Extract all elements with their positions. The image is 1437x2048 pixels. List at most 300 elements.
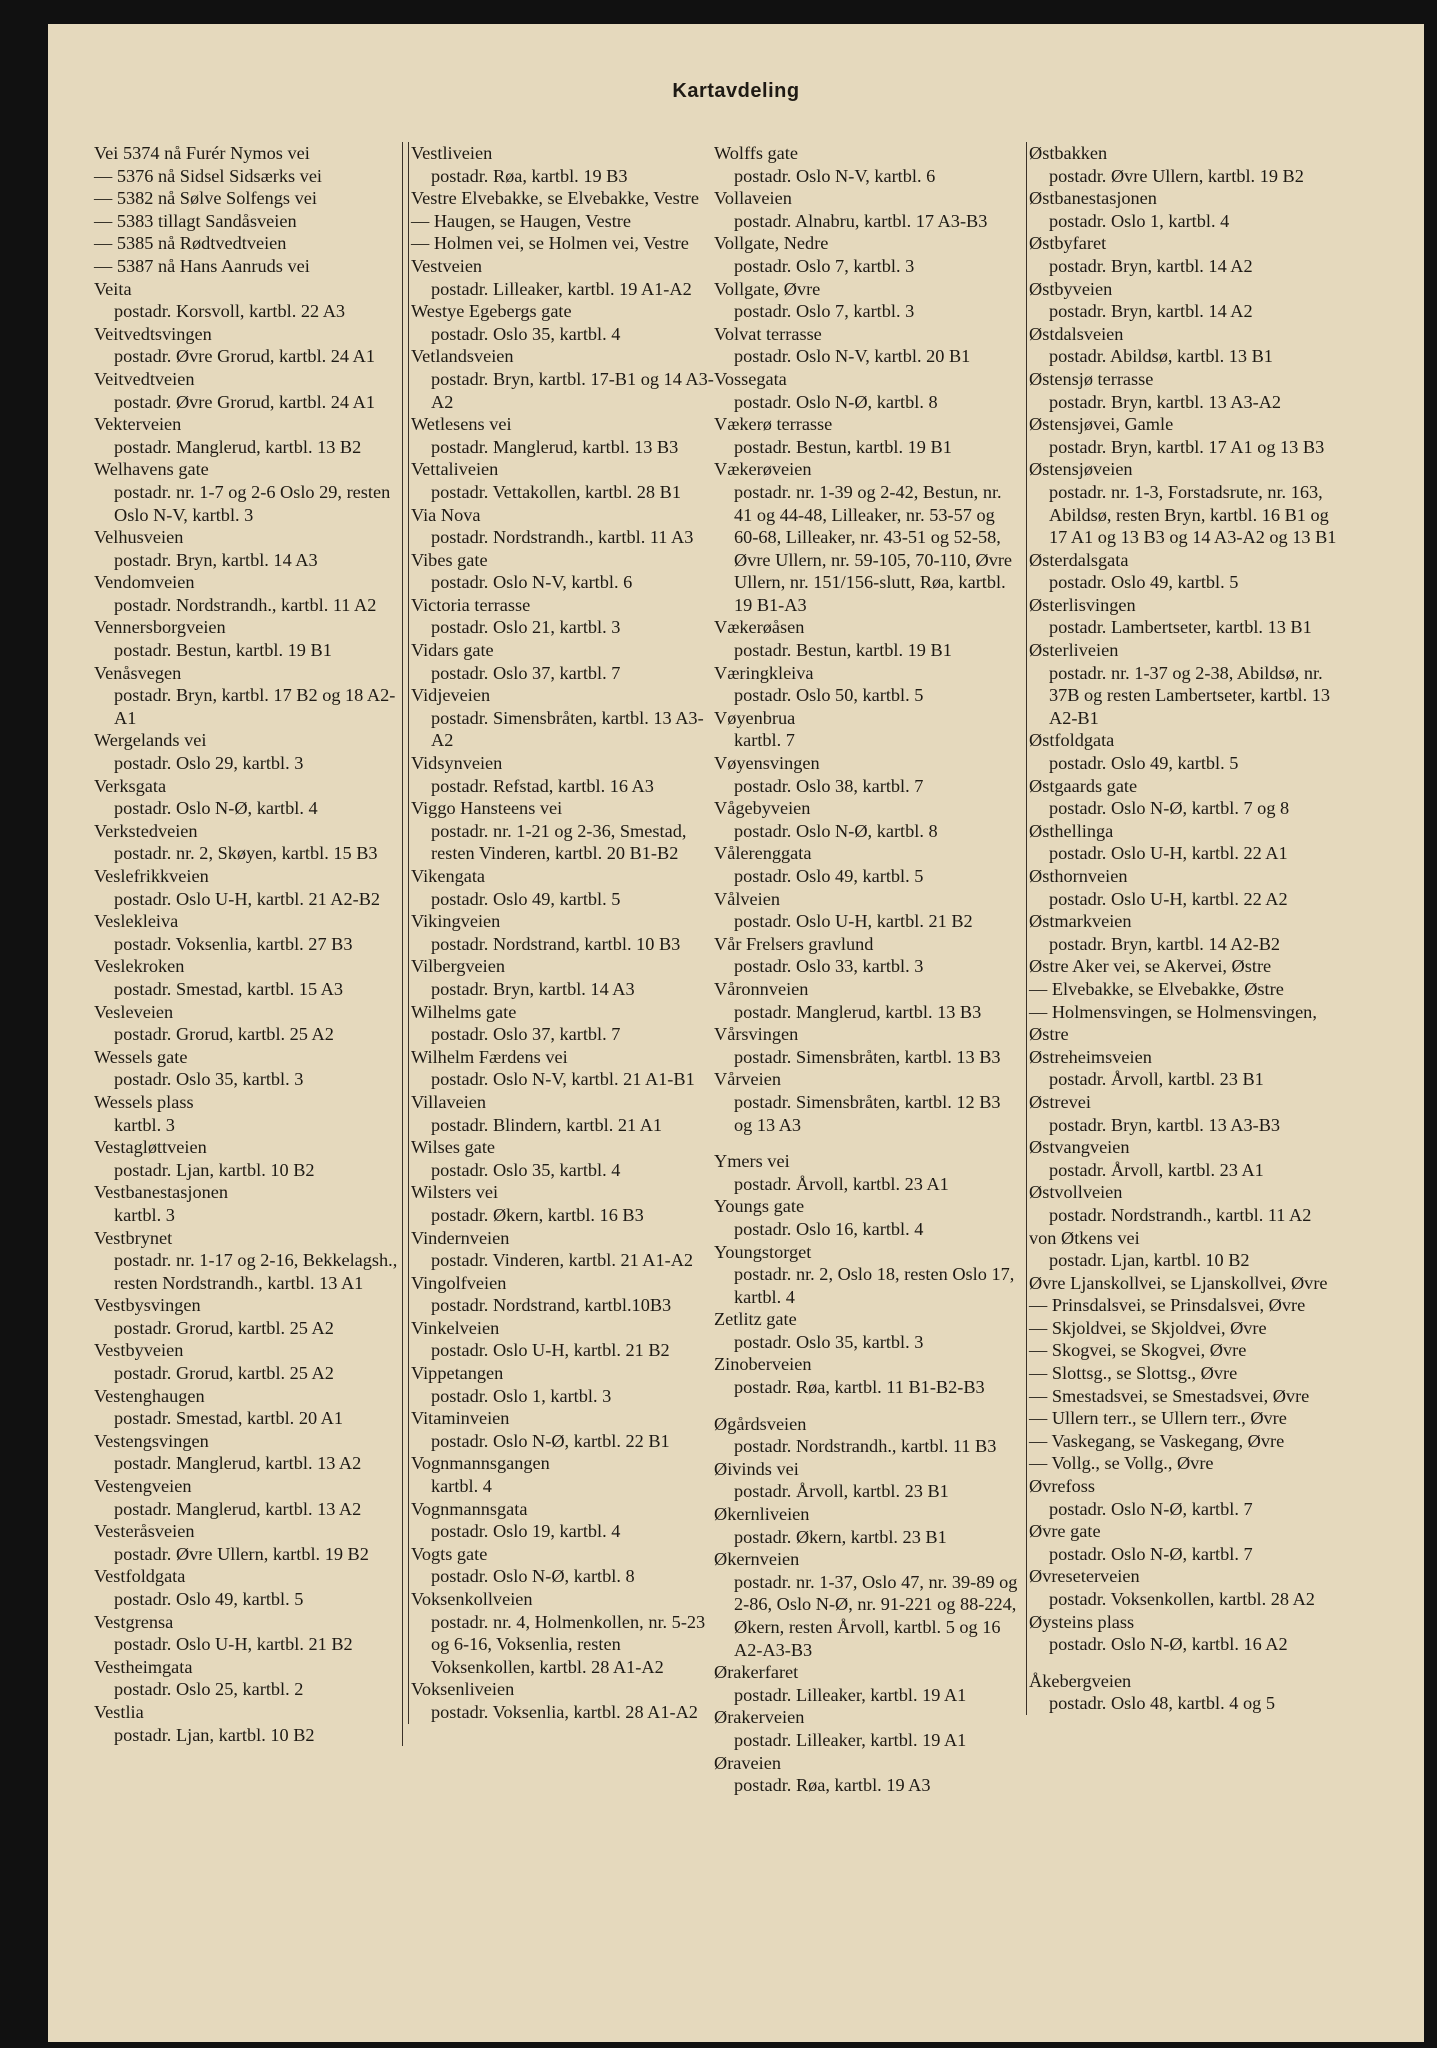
street-detail: postadr. Vettakollen, kartbl. 28 B1 [431,481,681,502]
street-entry [94,526,402,571]
street-name: Zinoberveien [714,1354,812,1375]
street-entry [94,910,402,955]
street-detail: postadr. Øvre Grorud, kartbl. 24 A1 [114,391,375,412]
street-name: Østgaards gate [1029,775,1138,796]
street-name: Østreheimsveien [1029,1046,1152,1067]
street-detail: postadr. Oslo 35, kartbl. 4 [431,1159,621,1180]
street-detail: postadr. Voksenlia, kartbl. 27 B3 [114,933,353,954]
street-entry [1029,910,1337,955]
street-entry [411,1498,719,1543]
street-name: Økernliveien [714,1504,810,1525]
street-entry [94,413,402,458]
street-entry [94,1046,402,1091]
street-entry [1029,1611,1337,1656]
street-entry [411,639,719,684]
street-detail: postadr. Oslo N-V, kartbl. 6 [431,572,633,593]
street-name: Vingolfveien [411,1272,507,1293]
street-detail: postadr. nr. 2, Skøyen, kartbl. 15 B3 [114,843,378,864]
street-name: Øvrefoss [1029,1476,1096,1497]
street-entry [1029,1294,1337,1317]
street-name: — 5385 nå Rødtvedtveien [94,233,287,254]
street-name: Vestbyveien [94,1340,184,1361]
street-detail: postadr. Bestun, kartbl. 19 B1 [734,640,952,661]
column-1 [94,142,403,1746]
street-entry [714,142,1022,187]
street-name: Ørakerveien [714,1707,805,1728]
street-name: — Ullern terr., se Ullern terr., Øvre [1029,1408,1287,1429]
street-entry [411,504,719,549]
street-detail: postadr. Alnabru, kartbl. 17 A3-B3 [734,210,988,231]
street-entry [1029,1385,1337,1408]
street-detail: postadr. Smestad, kartbl. 20 A1 [114,1408,344,1429]
street-entry [714,1706,1022,1751]
street-name: Wilsters vei [411,1182,499,1203]
street-entry [1029,142,1337,187]
street-name: Vestengveien [94,1476,192,1497]
street-entry [411,1136,719,1181]
street-detail: postadr. Årvoll, kartbl. 23 A1 [734,1173,949,1194]
street-name: Viggo Hansteens vei [411,798,563,819]
street-entry [94,571,402,616]
street-name: Vettaliveien [411,459,499,480]
street-entry [94,729,402,774]
street-detail: postadr. Økern, kartbl. 16 B3 [431,1204,644,1225]
street-name: — 5376 nå Sidsel Sidsærks vei [94,165,323,186]
street-detail: postadr. Oslo 37, kartbl. 7 [431,662,621,683]
street-detail: postadr. Manglerud, kartbl. 13 B3 [734,1001,982,1022]
street-entry [94,1611,402,1656]
street-entry [1029,1227,1337,1272]
street-name: Vestheimgata [94,1656,193,1677]
street-detail: postadr. Refstad, kartbl. 16 A3 [431,775,654,796]
street-name: Vestbanestasjonen [94,1182,229,1203]
street-detail: postadr. nr. 1-7 og 2-6 Oslo 29, resten Oslo N-V, kartbl. 3 [114,481,391,525]
street-entry [411,1362,719,1407]
street-name: Vogts gate [411,1543,488,1564]
street-detail: postadr. Manglerud, kartbl. 13 A2 [114,1453,362,1474]
street-name: — Holmensvingen, se Holmensvingen, Østre [1029,1001,1317,1045]
street-name: Velhusveien [94,527,184,548]
street-detail: postadr. nr. 1-21 og 2-36, Smestad, resten Vinderen, kartbl. 20 B1-B2 [431,820,687,864]
street-name: Vestenghaugen [94,1385,205,1406]
street-name: Østbanestasjonen [1029,188,1157,209]
street-entry [714,616,1022,661]
street-name: Øysteins plass [1029,1611,1135,1632]
street-detail: postadr. Bryn, kartbl. 14 A3 [114,549,318,570]
street-detail: postadr. Oslo 49, kartbl. 5 [734,866,924,886]
street-name: Øgårdsveien [714,1413,807,1434]
street-entry [1029,1091,1337,1136]
street-entry [411,955,719,1000]
street-detail: postadr. Oslo U-H, kartbl. 21 A2-B2 [114,888,381,909]
street-detail: postadr. Oslo 35, kartbl. 3 [734,1331,924,1352]
street-entry [94,323,402,368]
street-name: — Skogvei, se Skogvei, Øvre [1029,1340,1247,1361]
street-detail: postadr. Oslo U-H, kartbl. 22 A2 [1049,888,1288,909]
street-entry [714,933,1022,978]
street-entry [94,775,402,820]
street-name: Vesteråsveien [94,1521,195,1542]
street-entry [714,1503,1022,1548]
street-detail: postadr. Oslo 33, kartbl. 3 [734,956,924,977]
street-name: Veita [94,278,132,299]
street-name: Vestbysvingen [94,1295,201,1316]
street-entry [714,1353,1022,1398]
street-detail: postadr. nr. 1-17 og 2-16, Bekkelagsh., resten Nordstrandh., kartbl. 13 A1 [114,1250,398,1293]
street-detail: postadr. Lambertseter, kartbl. 13 B1 [1049,617,1312,638]
street-detail: postadr. Oslo 35, kartbl. 3 [114,1069,304,1090]
street-entry [1029,1001,1337,1046]
street-name: Vognmannsgata [411,1498,528,1519]
street-entry [411,255,719,300]
street-name: Venåsvegen [94,662,182,683]
street-name: Voksenliveien [411,1679,515,1700]
street-detail: postadr. Røa, kartbl. 19 B3 [431,165,628,186]
directory-page [48,24,1424,2042]
street-detail: postadr. Bryn, kartbl. 17-B1 og 14 A3-A2 [431,368,714,412]
street-name: Øvre Ljanskollvei, se Ljanskollvei, Øvre [1029,1272,1328,1293]
street-detail: postadr. Oslo N-Ø, kartbl. 8 [734,820,938,841]
street-detail: postadr. Bryn, kartbl. 13 A3-A2 [1049,391,1282,412]
street-entry [94,1385,402,1430]
street-name: Vår Frelsers gravlund [714,933,874,954]
street-name: Østre Aker vei, se Akervei, Østre [1029,956,1272,977]
street-name: Vestveien [411,255,483,276]
street-entry [94,1294,402,1339]
street-entry [1029,458,1337,548]
street-detail: postadr. Lilleaker, kartbl. 19 A1 [734,1684,967,1705]
street-detail: postadr. Oslo N-Ø, kartbl. 7 [1049,1498,1253,1519]
street-detail: postadr. Oslo 7, kartbl. 3 [734,301,915,322]
street-name: Vibes gate [411,549,488,570]
street-entry [411,232,719,255]
street-entry [1029,820,1337,865]
street-entry [714,368,1022,413]
street-detail: postadr. Manglerud, kartbl. 13 B3 [431,436,679,457]
street-name: Vækerøveien [714,459,812,480]
street-name: Østvollveien [1029,1182,1123,1203]
street-name: Wilhelm Færdens vei [411,1046,568,1067]
street-entry [714,413,1022,458]
street-name: — 5387 nå Hans Aanruds vei [94,255,310,276]
street-entry [94,1520,402,1565]
street-name: Østrevei [1029,1091,1091,1112]
street-entry [411,1091,719,1136]
street-detail: postadr. Blindern, kartbl. 21 A1 [431,1114,663,1135]
street-name: Vekterveien [94,414,182,435]
street-entry [411,865,719,910]
street-detail: postadr. nr. 4, Holmenkollen, nr. 5-23 og 6-16, Voksenlia, resten Voksenkollen, kartbl. 28 A1-A2 [431,1611,706,1677]
street-entry [714,1241,1022,1309]
street-name: Østerliveien [1029,640,1119,661]
street-entry [714,842,1022,887]
street-entry [94,1475,402,1520]
street-entry [411,752,719,797]
street-detail: postadr. Bryn, kartbl. 17 A1 og 13 B3 [1049,436,1325,457]
street-name: Via Nova [411,504,481,525]
column-3 [714,142,1022,1797]
street-detail: postadr. Oslo U-H, kartbl. 21 B2 [734,911,973,932]
street-detail: postadr. nr. 1-37, Oslo 47, nr. 39-89 og 2-86, Oslo N-Ø, nr. 91-221 og 88-224, Økern, resten Årvoll, kartbl. 5 og 16 A2-A3-B3 [734,1571,1018,1660]
street-entry [1029,1430,1337,1453]
street-detail: postadr. Grorud, kartbl. 25 A2 [114,1317,334,1338]
street-detail: postadr. Oslo 49, kartbl. 5 [114,1589,304,1609]
street-entry [1029,1136,1337,1181]
street-name: — Vaskegang, se Vaskegang, Øvre [1029,1430,1285,1451]
street-name: Ørakerfaret [714,1662,799,1683]
street-entry [94,458,402,526]
street-name: Vennersborgveien [94,617,226,638]
street-entry [411,210,719,233]
street-entry [1029,549,1337,594]
street-name: — Prinsdalsvei, se Prinsdalsvei, Øvre [1029,1295,1306,1316]
street-detail: postadr. Korsvoll, kartbl. 22 A3 [114,301,346,322]
street-detail: postadr. Manglerud, kartbl. 13 A2 [114,1498,362,1519]
street-entry [94,232,402,255]
street-name: Wessels plass [94,1091,194,1112]
street-detail: postadr. Voksenlia, kartbl. 28 A1-A2 [431,1701,698,1722]
street-name: Ymers vei [714,1151,790,1172]
street-name: — 5382 nå Sølve Solfengs vei [94,188,317,209]
street-name: Veitvedtveien [94,368,195,389]
street-detail: postadr. Oslo 25, kartbl. 2 [114,1679,304,1700]
column-2 [408,142,719,1724]
street-detail: postadr. Røa, kartbl. 19 A3 [734,1775,931,1796]
street-entry [411,300,719,345]
street-entry [411,1272,719,1317]
street-name: Vendomveien [94,572,195,593]
street-name: Østensjøvei, Gamle [1029,414,1174,435]
street-entry [94,165,402,188]
street-entry [1029,978,1337,1001]
street-entry [94,210,402,233]
street-entry [411,142,719,187]
street-name: — Elvebakke, se Elvebakke, Østre [1029,978,1284,999]
street-detail: postadr. Oslo 16, kartbl. 4 [734,1218,924,1239]
street-detail: postadr. Oslo 48, kartbl. 4 og 5 [1049,1693,1275,1714]
street-entry [94,1565,402,1610]
street-entry [94,255,402,278]
street-detail: postadr. Oslo 7, kartbl. 3 [734,255,915,276]
street-entry [411,594,719,639]
street-detail: postadr. Oslo N-Ø, kartbl. 22 B1 [431,1430,670,1451]
street-detail: postadr. Nordstrandh., kartbl. 11 A2 [114,594,377,615]
street-name: Vøyenbrua [714,707,796,728]
street-name: Østmarkveien [1029,911,1132,932]
street-detail: postadr. Oslo N-Ø, kartbl. 7 og 8 [1049,798,1290,819]
street-entry [411,1407,719,1452]
street-detail: postadr. Øvre Ullern, kartbl. 19 B2 [1049,165,1304,186]
street-entry [1029,232,1337,277]
street-entry [411,549,719,594]
street-detail: postadr. Simensbråten, kartbl. 12 B3 og 13 A3 [734,1091,1001,1135]
street-entry [1029,594,1337,639]
street-name: Vestagløttveien [94,1137,207,1158]
street-entry [1029,1670,1337,1715]
street-name: Veitvedtsvingen [94,323,212,344]
street-detail: postadr. Årvoll, kartbl. 23 A1 [1049,1159,1264,1180]
street-detail: postadr. Ljan, kartbl. 10 B2 [1049,1250,1250,1271]
street-entry [94,187,402,210]
street-name: Østbakken [1029,143,1108,163]
street-detail: kartbl. 3 [114,1114,175,1135]
street-name: Østerdalsgata [1029,549,1129,570]
street-name: — Skjoldvei, se Skjoldvei, Øvre [1029,1317,1267,1338]
street-entry [714,797,1022,842]
street-detail: postadr. Bryn, kartbl. 14 A2-B2 [1049,933,1281,954]
street-detail: postadr. Oslo 35, kartbl. 4 [431,323,621,344]
street-detail: postadr. Oslo 19, kartbl. 4 [431,1521,621,1542]
street-entry [411,1588,719,1678]
street-name: Wolffs gate [714,143,798,163]
street-entry [1029,1452,1337,1475]
street-detail: postadr. Oslo 49, kartbl. 5 [1049,753,1239,774]
street-name: Vei 5374 nå Furér Nymos vei [94,143,310,163]
street-detail: postadr. Lilleaker, kartbl. 19 A1-A2 [431,278,692,299]
street-name: — Smestadsvei, se Smestadsvei, Øvre [1029,1385,1310,1406]
street-name: Verksgata [94,775,167,796]
street-name: Zetlitz gate [714,1309,797,1330]
street-entry [411,345,719,413]
street-entry [94,278,402,323]
street-entry [94,1701,402,1746]
street-detail: postadr. Bryn, kartbl. 14 A3 [431,978,635,999]
street-detail: postadr. Simensbråten, kartbl. 13 A3-A2 [431,707,704,751]
street-detail: postadr. Oslo N-V, kartbl. 6 [734,165,936,186]
street-name: Villaveien [411,1091,487,1112]
street-name: Vestgrensa [94,1611,174,1632]
street-name: Østensjø terrasse [1029,368,1154,389]
street-detail: postadr. Ljan, kartbl. 10 B2 [114,1724,315,1745]
street-detail: postadr. Nordstrandh., kartbl. 11 A3 [431,527,694,548]
street-name: Veslekroken [94,956,185,977]
street-name: Vøyensvingen [714,753,820,774]
street-name: Vilbergveien [411,956,506,977]
street-name: Østdalsveien [1029,323,1124,344]
street-name: Wergelands vei [94,730,207,751]
street-name: Vindernveien [411,1227,510,1248]
street-entry [714,1068,1022,1136]
street-name: Vetlandsveien [411,346,514,367]
street-name: Welhavens gate [94,459,209,480]
street-entry [1029,187,1337,232]
street-entry [714,278,1022,323]
street-entry [1029,775,1337,820]
street-detail: postadr. Bestun, kartbl. 19 B1 [734,436,952,457]
street-entry [411,1001,719,1046]
street-name: Wilses gate [411,1137,496,1158]
street-entry [714,1413,1022,1458]
street-name: Økernveien [714,1549,800,1570]
street-name: Øraveien [714,1752,781,1773]
street-entry [1029,413,1337,458]
street-detail: postadr. Oslo N-Ø, kartbl. 8 [734,391,938,412]
street-detail: kartbl. 3 [114,1204,175,1225]
street-detail: kartbl. 7 [734,730,795,751]
street-name: Vestre Elvebakke, se Elvebakke, Vestre [411,188,699,209]
street-entry [1029,1407,1337,1430]
street-detail: postadr. Oslo 50, kartbl. 5 [734,685,924,706]
street-entry [411,1452,719,1497]
street-detail: postadr. Nordstrand, kartbl.10B3 [431,1295,672,1316]
street-name: Øivinds vei [714,1458,799,1479]
street-name: Åkebergveien [1029,1670,1132,1691]
street-entry [1029,1520,1337,1565]
street-entry [94,1656,402,1701]
street-detail: postadr. Simensbråten, kartbl. 13 B3 [734,1046,1001,1067]
street-entry [1029,278,1337,323]
street-detail: postadr. Vinderen, kartbl. 21 A1-A2 [431,1250,694,1271]
street-name: Victoria terrasse [411,594,531,615]
street-entry [94,865,402,910]
street-name: Voksenkollveien [411,1589,533,1609]
street-entry [1029,368,1337,413]
street-detail: postadr. Oslo 1, kartbl. 4 [1049,210,1230,231]
street-entry [1029,323,1337,368]
page-header: Kartavdeling [672,80,800,102]
street-entry [411,1227,719,1272]
street-name: Østbyfaret [1029,233,1107,254]
street-name: Vestbrynet [94,1227,173,1248]
street-name: Vollgate, Nedre [714,233,829,254]
street-entry [714,1023,1022,1068]
street-detail: postadr. Lilleaker, kartbl. 19 A1 [734,1729,967,1750]
street-name: Vestfoldgata [94,1566,186,1587]
street-name: Væringkleiva [714,662,814,683]
street-detail: postadr. Oslo 21, kartbl. 3 [431,617,621,638]
street-entry [714,1150,1022,1195]
street-name: Våronnveien [714,978,809,999]
street-entry [714,978,1022,1023]
street-detail: postadr. Bryn, kartbl. 14 A2 [1049,301,1253,322]
street-detail: postadr. Manglerud, kartbl. 13 B2 [114,436,362,457]
street-detail: postadr. Oslo U-H, kartbl. 22 A1 [1049,843,1288,864]
street-name: Vinkelveien [411,1317,500,1338]
street-entry [1029,955,1337,978]
street-detail: postadr. Økern, kartbl. 23 B1 [734,1526,947,1547]
street-detail: postadr. Nordstrand, kartbl. 10 B3 [431,933,681,954]
street-entry [1029,639,1337,729]
street-name: Vollgate, Øvre [714,278,821,299]
street-name: Østensjøveien [1029,459,1133,480]
street-entry [94,616,402,661]
street-name: Vikingveien [411,911,501,932]
street-name: Vålerenggata [714,843,812,864]
street-entry [94,955,402,1000]
street-entry [94,1136,402,1181]
street-detail: postadr. Øvre Ullern, kartbl. 19 B2 [114,1543,369,1564]
street-name: Vålveien [714,888,780,909]
street-name: Øvre gate [1029,1521,1101,1542]
street-detail: postadr. Smestad, kartbl. 15 A3 [114,978,344,999]
street-name: Vippetangen [411,1363,504,1384]
street-entry [94,368,402,413]
street-name: Youngstorget [714,1241,812,1262]
street-name: Volvat terrasse [714,323,822,344]
street-detail: postadr. Grorud, kartbl. 25 A2 [114,1024,334,1045]
street-name: — 5383 tillagt Sandåsveien [94,210,297,231]
street-detail: postadr. Abildsø, kartbl. 13 B1 [1049,346,1273,367]
street-name: Vækerø terrasse [714,414,833,435]
street-entry [94,820,402,865]
street-name: Vestengsvingen [94,1430,209,1451]
street-entry [411,1678,719,1723]
street-entry [411,187,719,210]
street-entry [714,752,1022,797]
street-detail: postadr. nr. 1-37 og 2-38, Abildsø, nr. 37B og resten Lambertseter, kartbl. 13 A2-B1 [1049,662,1331,728]
street-name: Vestlia [94,1701,144,1722]
street-name: Østhellinga [1029,820,1114,841]
